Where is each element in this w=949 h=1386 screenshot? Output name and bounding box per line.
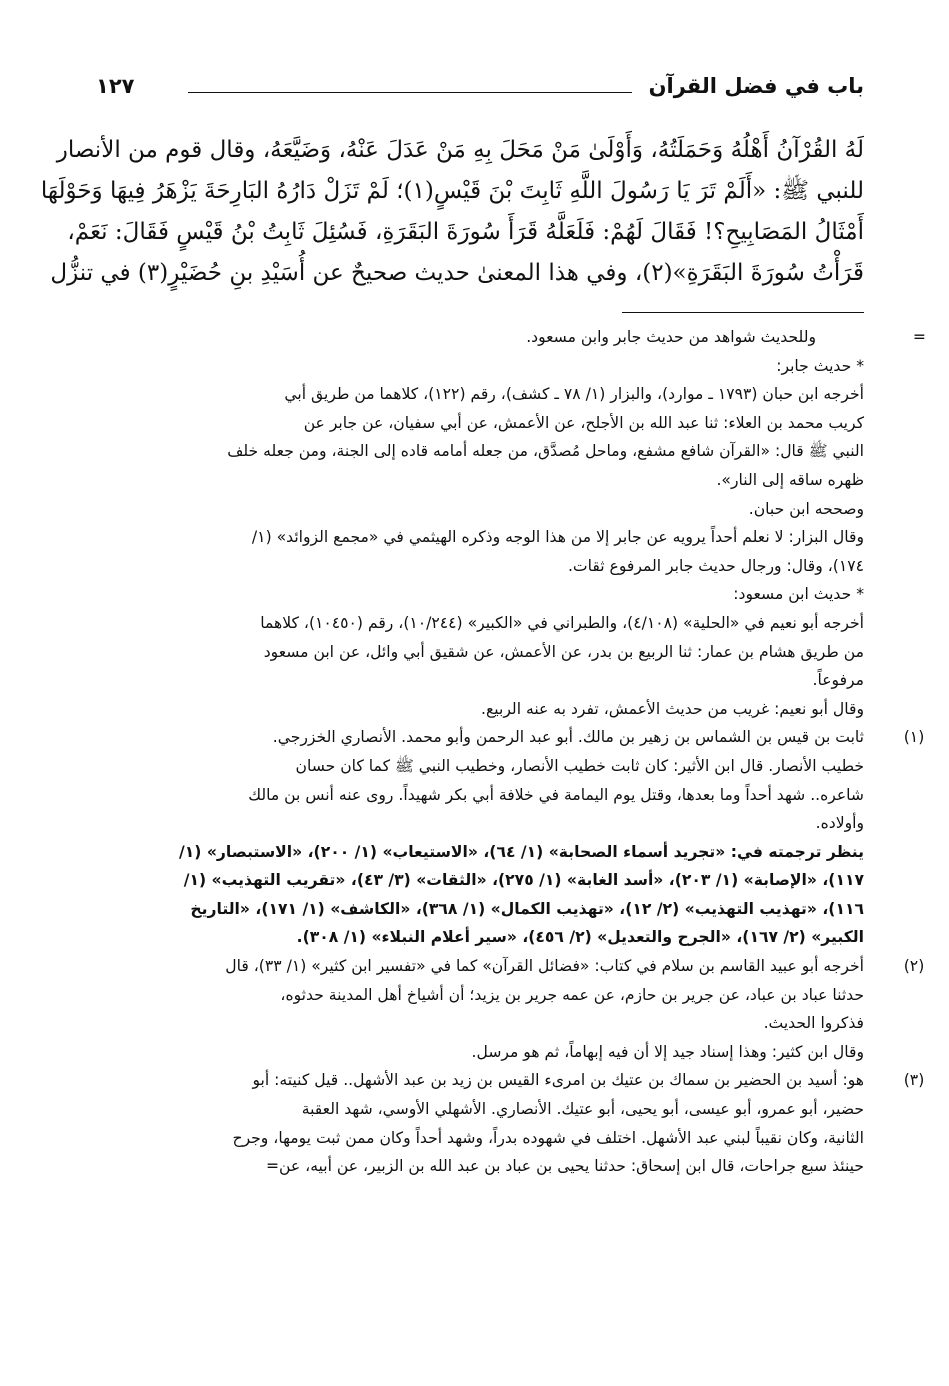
footnote-line: حضير، أبو عمرو، أبو عيسى، أبو يحيى، أبو عتيك. الأنصاري. الأشهلي الأوسي، شهد العقبة bbox=[301, 1100, 864, 1119]
footnote-line: ١٧٤)، وقال: ورجال حديث جابر المرفوع ثقات. bbox=[567, 556, 864, 575]
main-line: قَرَأْتُ سُورَةَ البَقَرَةِ»(٢)، وفي هذا المعنىٰ حديث صحيحٌ عن أُسَيْدِ بنِ حُضَيْرٍ(٣) في تنزُّل bbox=[50, 260, 864, 286]
page-number: ١٢٧ bbox=[96, 74, 135, 98]
footnote-line: كريب محمد بن العلاء: ثنا عبد الله بن الأجلح، عن الأعمش، عن أبي سفيان، عن جابر عن bbox=[303, 413, 864, 432]
footnote-line: الثانية، وكان نقيباً لبني عبد الأشهل. اختلف في شهوده بدراً، وشهد أحداً وكان ممن ثبت يومها، وجرح bbox=[232, 1128, 864, 1147]
footnote-divider bbox=[622, 312, 864, 313]
footnote-line: أخرجه أبو عبيد القاسم بن سلام في كتاب: «فضائل القرآن» كما في «تفسير ابن كثير» (١/ ٣٣)، قال bbox=[225, 957, 864, 976]
footnote-line: ظهره ساقه إلى النار». bbox=[716, 470, 864, 489]
page-header bbox=[96, 64, 864, 106]
footnote-number: (٢) bbox=[903, 957, 925, 976]
main-line: للنبي ﷺ: «أَلَمْ تَرَ يَا رَسُولَ اللَّهِ ثَابِتَ بْنَ قَيْسٍ(١)؛ لَمْ تَزَلْ دَارُهُ البَارِحَةَ يَزْهَرُ فِيهَا وَحَوْلَهَا bbox=[40, 178, 864, 204]
main-line: أَمْثَالُ المَصَابِيحِ؟! فَقَالَ لَهُمْ: فَلَعَلَّهُ قَرَأَ سُورَةَ البَقَرَةِ، فَسُئِلَ ثَابِتُ بْنُ قَيْسٍ فَقَالَ: نَعَمْ، bbox=[67, 219, 864, 245]
footnote-3 bbox=[96, 1066, 925, 1180]
footnote-line: ١١٦)، «تهذيب التهذيب» (٢/ ١٢)، «تهذيب الكمال» (١/ ٣٦٨)، «الكاشف» (١/ ١٧١)، «التاريخ bbox=[190, 899, 864, 918]
footnote-line: أخرجه ابن حبان (١٧٩٣ ـ موارد)، والبزار (١/ ٧٨ ـ كشف)، رقم (١٢٢)، كلاهما من طريق أبي bbox=[284, 385, 864, 404]
footnote-line: ١١٧)، «الإصابة» (١/ ٢٠٣)، «أسد الغابة» (١/ ٢٧٥)، «الثقات» (٣/ ٤٣)، «تقريب التهذيب» (١/ bbox=[183, 871, 864, 890]
footnote-line: شاعره.. شهد أحداً وما بعدها، وقتل يوم اليمامة في خلافة أبي بكر شهيداً. روى عنه أنس بن مالك bbox=[248, 785, 864, 804]
footnote-line: وقال البزار: لا نعلم أحداً يرويه عن جابر إلا من هذا الوجه وذكره الهيثمي في «مجمع الزوائد» (١/ bbox=[251, 528, 864, 547]
footnote-line: من طريق هشام بن عمار: ثنا الربيع بن بدر، عن الأعمش، عن شقيق أبي وائل، عن ابن مسعود bbox=[263, 642, 864, 661]
footnote-line: النبي ﷺ قال: «القرآن شافع مشفع، وماحل مُصدَّق، من جعله أمامه قاده إلى الجنة، ومن جعله خلف bbox=[227, 442, 864, 461]
footnote-continuation bbox=[96, 323, 926, 723]
footnote-line: * حديث جابر: bbox=[776, 356, 864, 375]
footnote-line: وصححه ابن حبان. bbox=[748, 499, 864, 518]
footnote-line: وللحديث شواهد من حديث جابر وابن مسعود. bbox=[526, 328, 816, 346]
main-text bbox=[40, 130, 864, 294]
footnote-line: مرفوعاً. bbox=[812, 671, 864, 690]
book-page bbox=[40, 64, 926, 1181]
footnote-2 bbox=[96, 952, 925, 1066]
continuation-mark: = bbox=[912, 328, 926, 346]
footnote-line: حينئذ سبع جراحات، قال ابن إسحاق: حدثنا يحيى بن عباد بن عبد الله بن الزبير، عن أبيه، عن= bbox=[265, 1157, 864, 1176]
footnote-line: وأولاده. bbox=[815, 814, 864, 833]
footnote-number: (١) bbox=[903, 728, 925, 747]
footnote-1 bbox=[96, 723, 925, 952]
footnote-line: فذكروا الحديث. bbox=[763, 1014, 864, 1033]
footnotes bbox=[96, 323, 926, 1181]
chapter-title: باب في فضل القرآن bbox=[648, 74, 864, 98]
footnote-line: وقال أبو نعيم: غريب من حديث الأعمش، تفرد به عنه الربيع. bbox=[481, 699, 864, 718]
footnote-line: وقال ابن كثير: وهذا إسناد جيد إلا أن فيه إبهاماً، ثم هو مرسل. bbox=[471, 1042, 864, 1061]
footnote-line: * حديث ابن مسعود: bbox=[733, 585, 864, 604]
footnote-line: الكبير» (٢/ ١٦٧)، «الجرح والتعديل» (٢/ ٤٥٦)، «سير أعلام النبلاء» (١/ ٣٠٨). bbox=[296, 928, 864, 947]
header-rule bbox=[188, 92, 632, 93]
footnote-line: ينظر ترجمته في: «تجريد أسماء الصحابة» (١/ ٦٤)، «الاستيعاب» (١/ ٢٠٠)، «الاستبصار» (١/ bbox=[179, 842, 864, 861]
footnote-line: أخرجه أبو نعيم في «الحلية» (٤/١٠٨)، والطبراني في «الكبير» (١٠/٢٤٤)، رقم (١٠٤٥٠)، كلاهما bbox=[260, 613, 864, 632]
footnote-number: (٣) bbox=[903, 1071, 925, 1090]
footnote-line: هو: أسيد بن الحضير بن سماك بن عتيك بن امرىء القيس بن زيد بن عبد الأشهل.. قيل كنيته: أبو bbox=[252, 1071, 864, 1090]
footnote-line: خطيب الأنصار. قال ابن الأثير: كان ثابت خطيب الأنصار، وخطيب النبي ﷺ كما كان حسان bbox=[295, 756, 864, 775]
main-line: لَهُ القُرْآنُ أَهْلُهُ وَحَمَلَتُهُ، وَأَوْلَىٰ مَنْ مَحَلَ بِهِ مَنْ عَدَلَ عَنْهُ، وَضَيَّعَهُ، وقال قوم من الأنصار bbox=[56, 137, 864, 163]
footnote-line: حدثنا عباد بن عباد، عن جرير بن حازم، عن عمه جرير بن يزيد؛ أن أشياخ أهل المدينة حدثوه، bbox=[280, 985, 864, 1004]
footnote-line: ثابت بن قيس بن الشماس بن زهير بن مالك. أبو عبد الرحمن وأبو محمد. الأنصاري الخزرجي. bbox=[272, 728, 864, 747]
